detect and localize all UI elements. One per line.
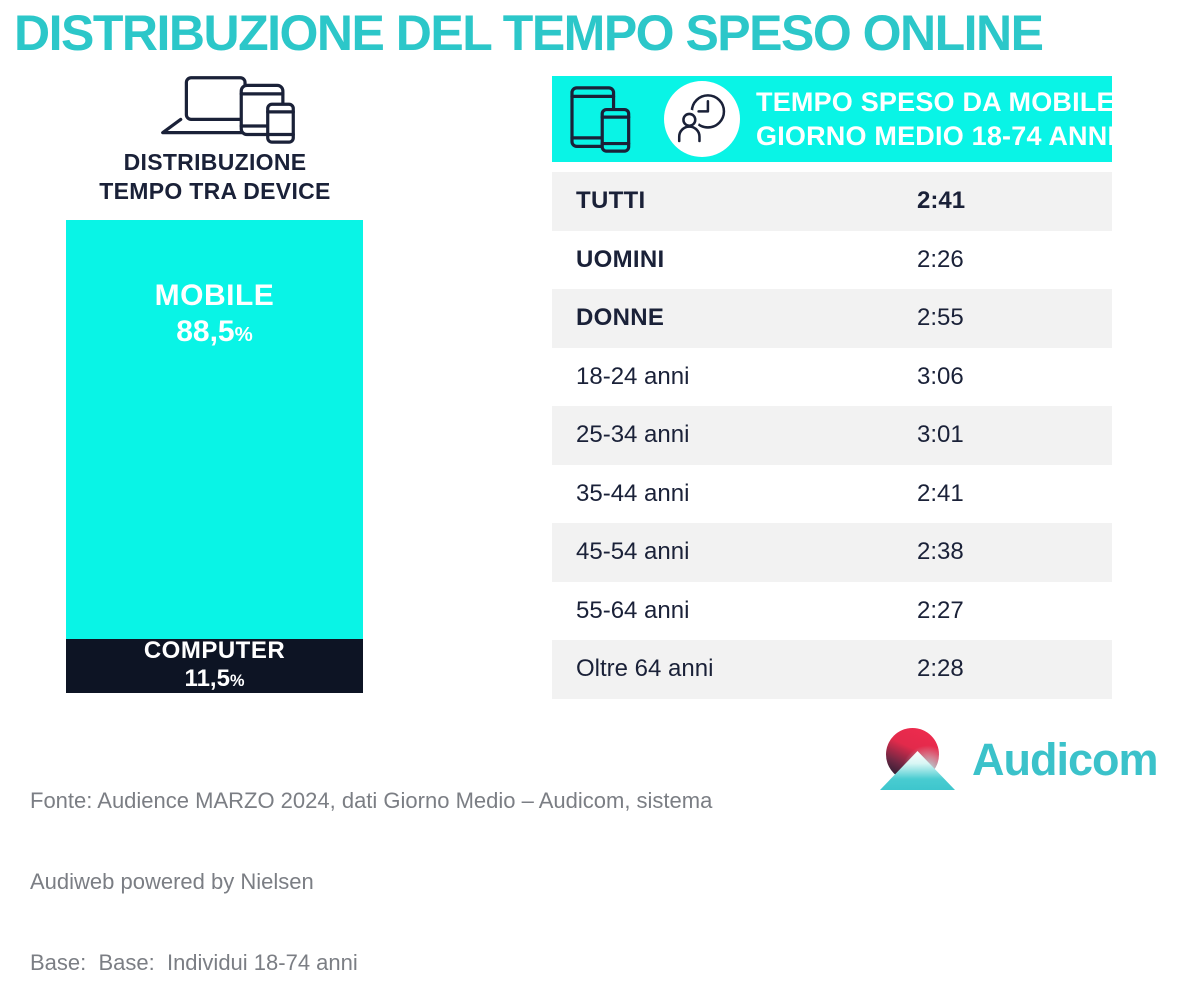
audicom-logo-text: Audicom: [972, 734, 1158, 785]
bar-segment-computer: [66, 636, 363, 693]
row-value: 3:06: [917, 362, 964, 390]
row-label: DONNE: [576, 304, 665, 332]
source-line2: Audiweb powered by Nielsen: [30, 869, 314, 894]
device-share-stacked-bar: [66, 220, 363, 693]
device-heading-line1: DISTRIBUZIONE: [123, 149, 307, 175]
mobile-table-title-line1: TEMPO SPESO DA MOBILE: [756, 87, 1115, 117]
row-value: 3:01: [917, 421, 964, 449]
row-value: 2:55: [917, 304, 964, 332]
row-value: 2:28: [917, 655, 964, 683]
row-value: 2:27: [917, 596, 964, 624]
table-row: [552, 523, 1112, 582]
row-value: 2:41: [917, 479, 964, 507]
table-row: [552, 640, 1112, 699]
row-value: 2:41: [917, 187, 966, 215]
mobile-table-rows: [552, 172, 1112, 699]
mobile-table-header: [552, 76, 1116, 162]
row-value: 2:38: [917, 538, 964, 566]
row-label: 45-54 anni: [576, 538, 690, 566]
page-title: DISTRIBUZIONE DEL TEMPO SPESO ONLINE: [14, 5, 1043, 61]
source-note: [30, 733, 750, 1003]
row-label: 55-64 anni: [576, 596, 690, 624]
base-line: Base: Base: Individui 18-74 anni: [30, 950, 358, 975]
bar-segment-mobile: [66, 220, 363, 639]
mobile-segment-value: 88,5%: [176, 315, 253, 348]
mobile-table-title: [756, 85, 1115, 153]
table-row: [552, 289, 1112, 348]
row-label: 18-24 anni: [576, 362, 690, 390]
computer-segment-label: COMPUTER: [143, 636, 286, 664]
table-row: [552, 582, 1112, 641]
device-heading-line2: TEMPO TRA DEVICE: [99, 178, 331, 204]
mobile-table-title-line2: GIORNO MEDIO 18-74 ANNI: [756, 121, 1116, 151]
table-row: [552, 172, 1112, 231]
row-label: Oltre 64 anni: [576, 655, 714, 683]
row-label: UOMINI: [576, 245, 665, 273]
row-label: TUTTI: [576, 187, 646, 215]
mobile-time-table: [552, 76, 1116, 699]
table-row: [552, 348, 1112, 407]
source-line1: Fonte: Audience MARZO 2024, dati Giorno Medio – Audicom, sistema: [30, 788, 713, 813]
tablet-phone-icon: [568, 85, 644, 153]
table-row: [552, 406, 1112, 465]
person-clock-icon: [664, 81, 740, 157]
mobile-segment-label: MOBILE: [154, 279, 275, 312]
row-label: 35-44 anni: [576, 479, 690, 507]
table-row: [552, 231, 1112, 290]
computer-segment-value: 11,5%: [184, 664, 245, 692]
row-value: 2:26: [917, 245, 964, 273]
audicom-logo-icon: [880, 726, 960, 794]
device-panel-heading: [40, 148, 390, 206]
devices-icon: [158, 74, 298, 144]
row-label: 25-34 anni: [576, 421, 690, 449]
table-row: [552, 465, 1112, 524]
audicom-logo: [880, 726, 1158, 806]
